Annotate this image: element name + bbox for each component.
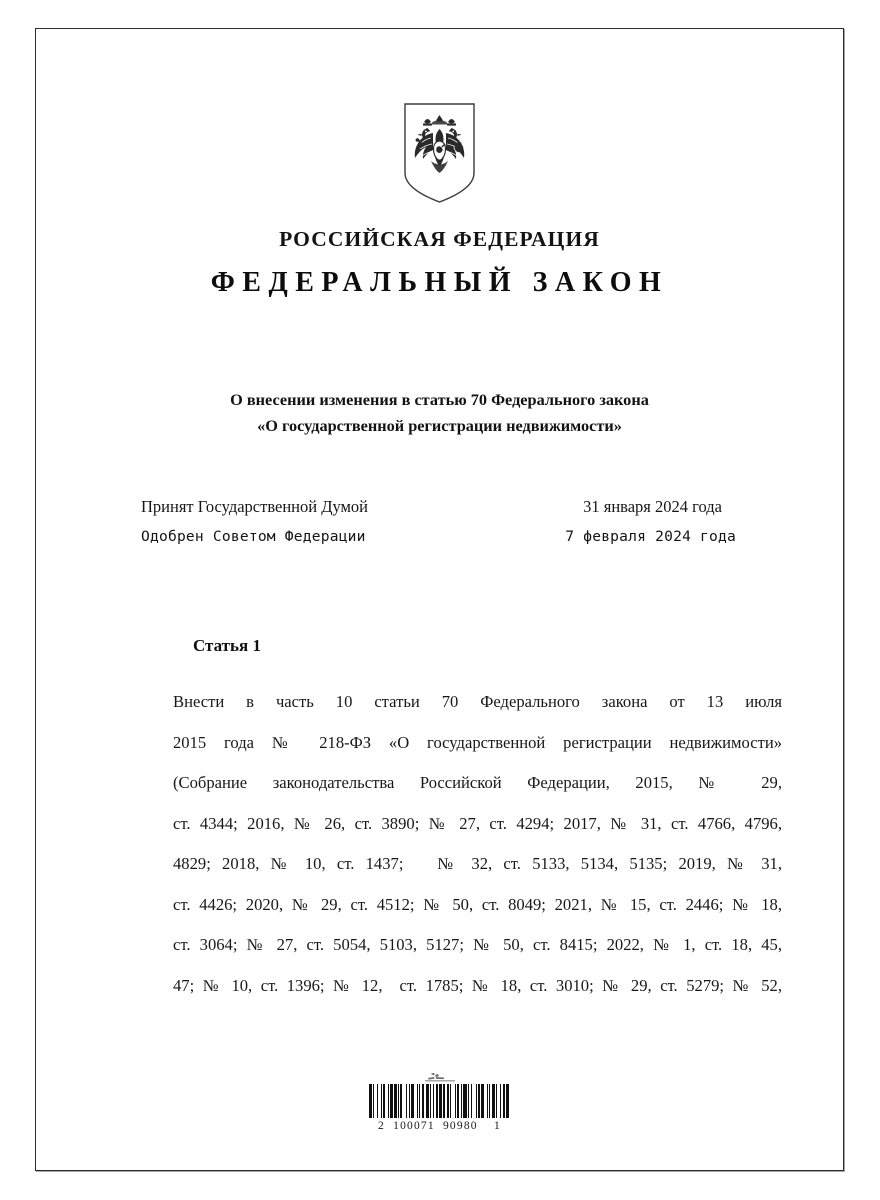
body-line: 2015 года № 218-ФЗ «О государственной регистрации недвижимости» (173, 732, 782, 752)
barcode-top-mark-icon (423, 1072, 457, 1083)
barcode-digits: 2 100071 90980 1 (378, 1120, 501, 1132)
body-line: ст. 3064; № 27, ст. 5054, 5103, 5127; № 50, ст. 8415; 2022, № 1, ст. 18, 45, (173, 935, 782, 954)
document-type-heading: ФЕДЕРАЛЬНЫЙ ЗАКОН (210, 267, 669, 298)
body-line: 47; № 10, ст. 1396; № 12, ст. 1785; № 18, ст. 3010; № 29, ст. 5279; № 52, (173, 975, 782, 995)
body-line: ст. 4426; 2020, № 29, ст. 4512; № 50, ст. 8049; 2021, № 15, ст. 2446; № 18, (173, 894, 782, 914)
council-approval-row (141, 528, 748, 545)
emblem-container (36, 101, 843, 205)
document-subtitle (156, 387, 723, 439)
body-line: ст. 4344; 2016, № 26, ст. 3890; № 27, ст. 4294; 2017, № 31, ст. 4766, 4796, (173, 813, 782, 833)
duma-adoption-row (141, 497, 748, 517)
adoption-block (141, 497, 748, 545)
council-date: 7 февраля 2024 года (565, 528, 736, 545)
document-page (35, 28, 844, 1171)
article-body (173, 682, 782, 1006)
duma-date: 31 января 2024 года (583, 497, 722, 516)
body-line: 4829; 2018, № 10, ст. 1437; № 32, ст. 5133, 5134, 5135; 2019, № 31, (173, 854, 782, 873)
body-line: (Собрание законодательства Российской Федерации, 2015, № 29, (173, 773, 782, 792)
barcode-container (36, 1072, 843, 1132)
duma-label: Принят Государственной Думой (141, 497, 369, 516)
body-line: Внести в часть 10 статьи 70 Федерального закона от 13 июля (173, 692, 782, 711)
country-heading: РОССИЙСКАЯ ФЕДЕРАЦИЯ (279, 227, 600, 251)
council-label: Одобрен Советом Федерации (141, 528, 366, 545)
barcode-icon (369, 1084, 511, 1118)
subtitle-line-2: «О государственной регистрации недвижимости» (257, 416, 622, 435)
russian-coat-of-arms-icon (401, 101, 478, 205)
article-heading: Статья 1 (193, 636, 261, 655)
subtitle-line-1: О внесении изменения в статью 70 Федерального закона (230, 390, 649, 409)
